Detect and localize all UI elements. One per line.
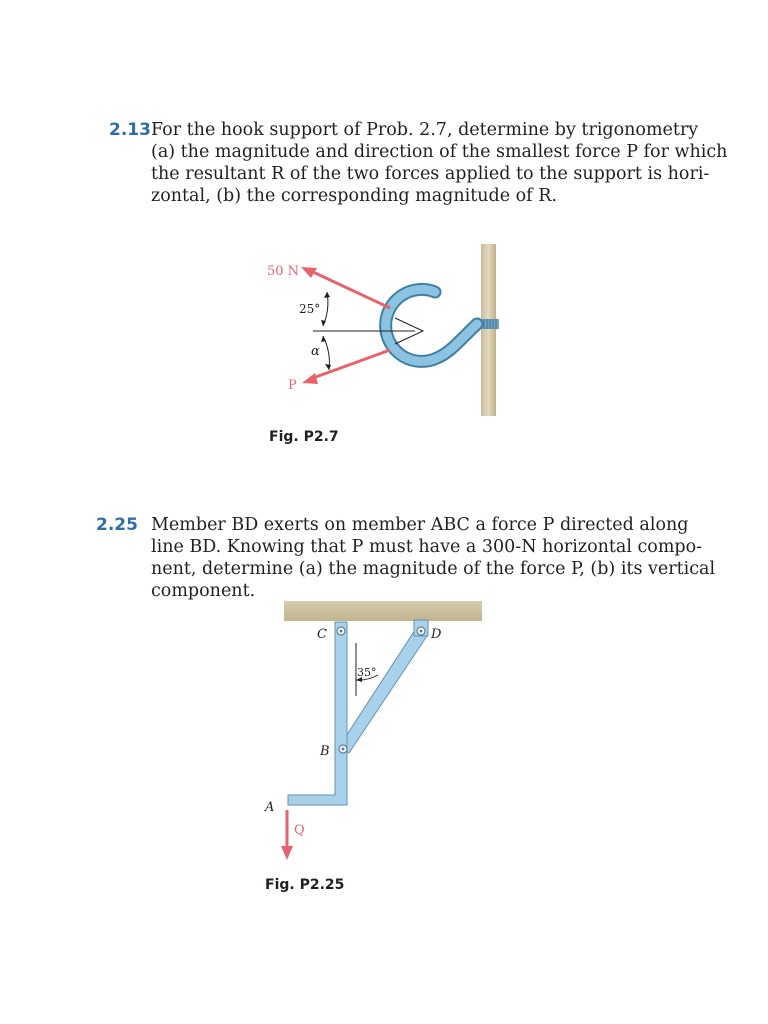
figure-p2-25 [250, 598, 490, 873]
problem-line: Member BD exerts on member ABC a force P directed along [151, 515, 689, 535]
force-50n-line [313, 272, 390, 308]
force-p-arrowhead [302, 373, 318, 384]
label-d: D [431, 627, 442, 642]
hook-support-diagram [255, 240, 515, 420]
label-q: Q [294, 823, 305, 838]
problem-text [151, 119, 727, 207]
arc-arrowhead [324, 292, 330, 298]
force-label-50n: 50 N [267, 264, 300, 279]
wall [481, 244, 496, 416]
label-c: C [317, 627, 327, 642]
arc-arrowhead [325, 364, 331, 370]
problem-number: 2.13 [109, 120, 151, 140]
problem-line: line BD. Knowing that P must have a 300-N horizontal compo- [151, 537, 703, 557]
problem-line: component. [151, 581, 256, 601]
force-q-arrowhead [281, 846, 293, 860]
problem-line: zontal, (b) the corresponding magnitude of R. [151, 186, 557, 206]
figure-caption: Fig. P2.25 [265, 877, 345, 893]
problem-line: (a) the magnitude and direction of the smallest force P for which [151, 142, 728, 162]
ceiling [284, 601, 482, 621]
problem-text [151, 514, 715, 602]
problem-number: 2.25 [96, 515, 138, 535]
figure-caption: Fig. P2.7 [269, 429, 339, 445]
linkage-diagram [250, 598, 490, 873]
problem-line: For the hook support of Prob. 2.7, determine by trigonometry [151, 120, 699, 140]
label-a: A [265, 800, 275, 815]
angle-label-25: 25° [299, 302, 321, 316]
label-b: B [320, 744, 330, 759]
angle-label-35: 35° [357, 666, 377, 679]
hook [386, 289, 477, 361]
alpha-label: α [311, 344, 320, 359]
arc-arrowhead [321, 336, 326, 342]
problem-line: nent, determine (a) the magnitude of the force P, (b) its vertical [151, 559, 716, 579]
member-abc [288, 622, 347, 805]
p-label: P [288, 378, 297, 393]
member-bd [339, 630, 427, 753]
force-p-line [313, 350, 390, 378]
figure-p2-7 [255, 240, 515, 420]
problem-line: the resultant R of the two forces applied to the support is hori- [151, 164, 710, 184]
arc-arrowhead [321, 320, 326, 326]
